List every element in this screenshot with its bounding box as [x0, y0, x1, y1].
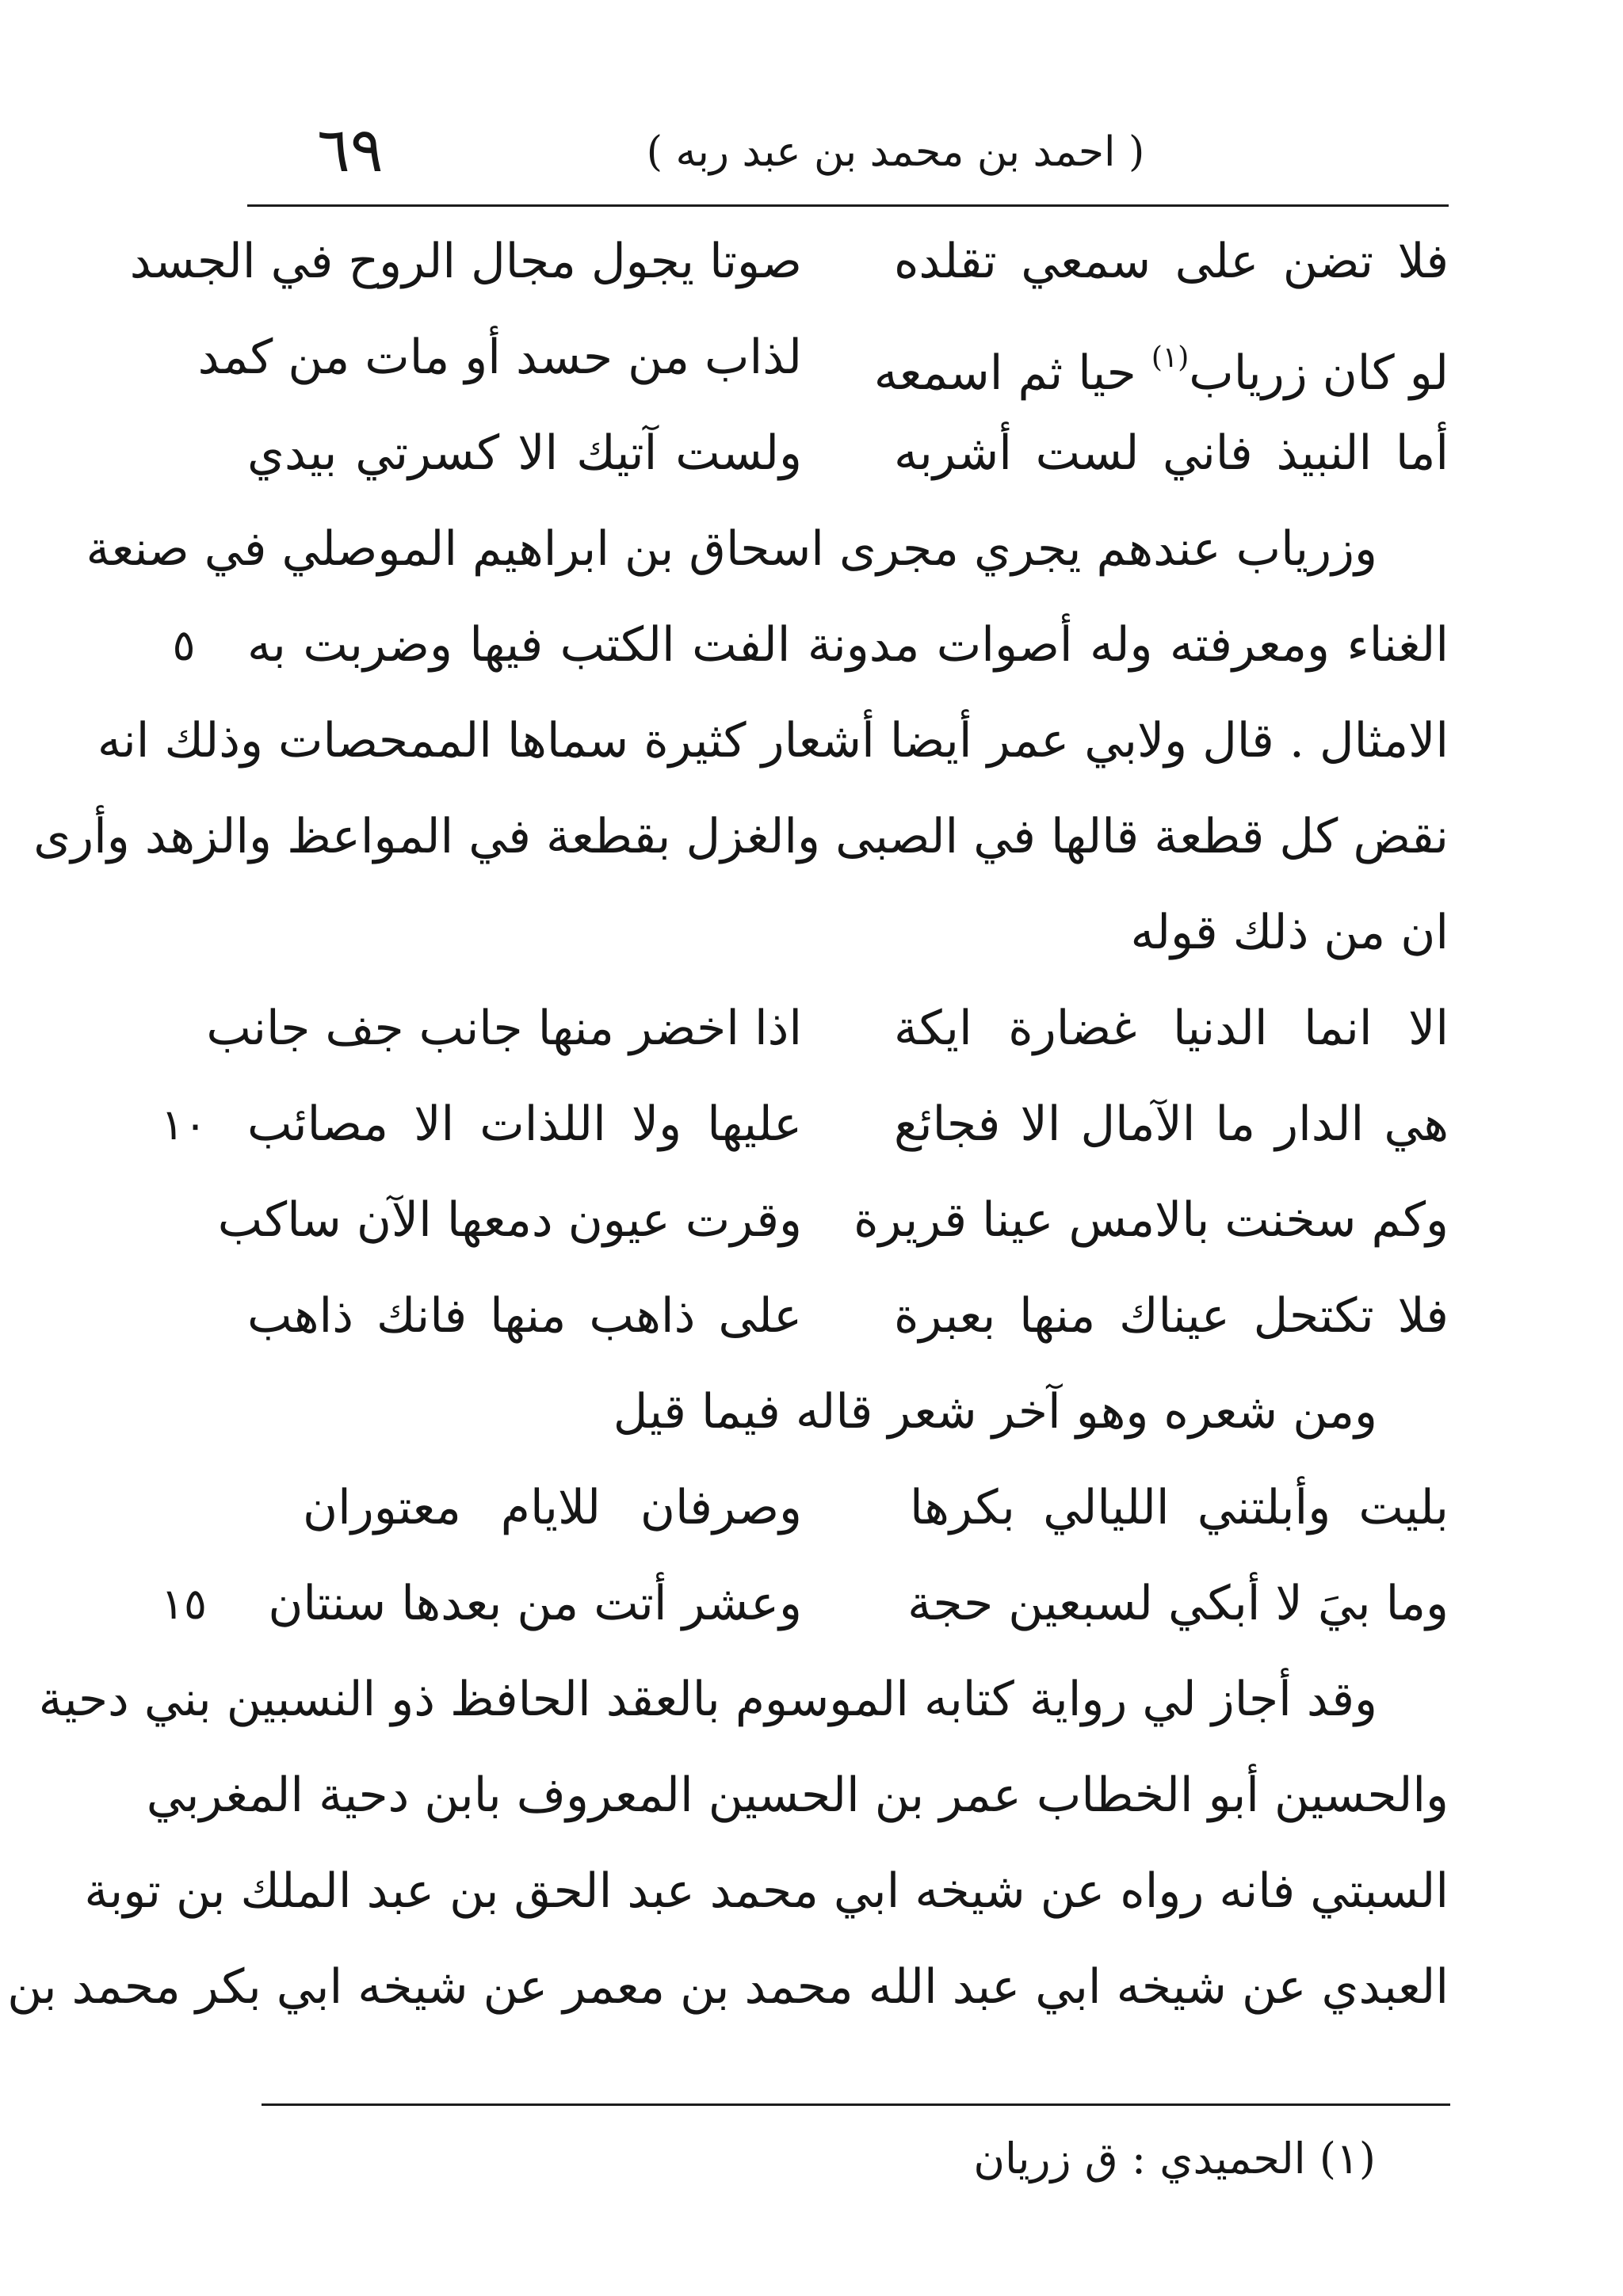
verse-hemistich-second: وعشر أتت من بعدها سنتان	[268, 1576, 802, 1631]
verse-hemistich-first: وكم سخنت بالامس عينا قريرة	[854, 1192, 1449, 1248]
prose-line: ان من ذلك قوله	[1130, 905, 1449, 960]
prose-line: العبدي عن شيخه ابي عبد الله محمد بن معمر عن شيخه ابي بكر محمد بن	[7, 1959, 1449, 2015]
verse-line	[217, 1173, 1449, 1268]
verse-hemistich-second: على ذاهب منها فانك ذاهب	[247, 1288, 802, 1344]
prose-line: السبتي فانه رواه عن شيخه ابي محمد عبد الحق بن عبد الملك بن توبة	[84, 1863, 1449, 1919]
verse-line	[129, 214, 1449, 310]
verse-hemistich-first: فلا تضن على سمعي تقلده	[894, 234, 1449, 289]
verse-text: لو كان زرياب	[1189, 345, 1449, 401]
page-body	[7, 214, 1449, 2035]
verse-hemistich-first	[873, 310, 1449, 421]
prose-line: ومن شعره وهو آخر شعر قاله فيما قيل	[613, 1384, 1377, 1440]
page-header	[254, 111, 1442, 198]
verse-line	[160, 1077, 1449, 1173]
verse-hemistich-first: فلا تكتحل عيناك منها بعبرة	[894, 1288, 1449, 1344]
footnote-reference: (١)	[1151, 341, 1190, 374]
line-number: ٥	[172, 620, 196, 670]
verse-line	[197, 310, 1449, 406]
footnote: (١) الحميدي : ق زريان	[973, 2134, 1376, 2183]
verse-hemistich-second: اذا اخضر منها جانب جف جانب	[206, 1001, 802, 1056]
verse-line	[247, 406, 1449, 502]
verse-hemistich-second: لذاب من حسد أو مات من كمد	[197, 330, 802, 385]
prose-text: الغناء ومعرفته وله أصوات مدونة الفت الكتب فيها وضربت به	[247, 617, 1449, 673]
prose-line-numbered	[172, 597, 1449, 693]
verse-hemistich-first: وما بيَ لا أبكي لسبعين حجة	[907, 1576, 1449, 1631]
line-number: ١٠	[160, 1100, 207, 1150]
verse-line	[247, 1268, 1449, 1364]
verse-hemistich-second: صوتا يجول مجال الروح في الجسد	[129, 234, 802, 289]
verse-hemistich-first: بليت وأبلتني الليالي بكرها	[910, 1480, 1449, 1535]
verse-hemistich-second: ولست آتيك الا كسرتي بيدي	[247, 425, 802, 481]
prose-line: وقد أجاز لي رواية كتابه الموسوم بالعقد الحافظ ذو النسبين بني دحية	[38, 1672, 1377, 1727]
header-rule	[247, 204, 1449, 207]
verse-line	[160, 1556, 1449, 1652]
verse-hemistich-second: وقرت عيون دمعها الآن ساكب	[217, 1192, 802, 1248]
verse-line	[206, 981, 1449, 1077]
footnote-rule	[262, 2103, 1450, 2106]
line-number: ١٥	[160, 1579, 207, 1629]
verse-hemistich-second: عليها ولا اللذات الا مصائب	[247, 1097, 802, 1152]
running-title: ( احمد بن محمد بن عبد ربه )	[646, 128, 1145, 176]
verse-hemistich-first: أما النبيذ فاني لست أشربه	[894, 425, 1449, 481]
verse-hemistich-second: وصرفان للايام معتوران	[303, 1480, 802, 1535]
page-number: ٦٩	[317, 115, 384, 186]
prose-line: الامثال . قال ولابي عمر أيضا أشعار كثيرة سماها الممحصات وذلك انه	[97, 713, 1449, 769]
verse-hemistich-first: الا انما الدنيا غضارة ايكة	[894, 1001, 1449, 1056]
verse-text: حيا ثم اسمعه	[873, 345, 1151, 401]
prose-line: نقض كل قطعة قالها في الصبى والغزل بقطعة في المواعظ والزهد وأرى	[33, 809, 1449, 864]
verse-hemistich-first: هي الدار ما الآمال الا فجائع	[894, 1097, 1449, 1152]
prose-line: والحسين أبو الخطاب عمر بن الحسين المعروف بابن دحية المغربي	[146, 1768, 1449, 1823]
prose-line: وزرياب عندهم يجري مجرى اسحاق بن ابراهيم الموصلي في صنعة	[86, 521, 1377, 577]
verse-line	[247, 1460, 1449, 1556]
